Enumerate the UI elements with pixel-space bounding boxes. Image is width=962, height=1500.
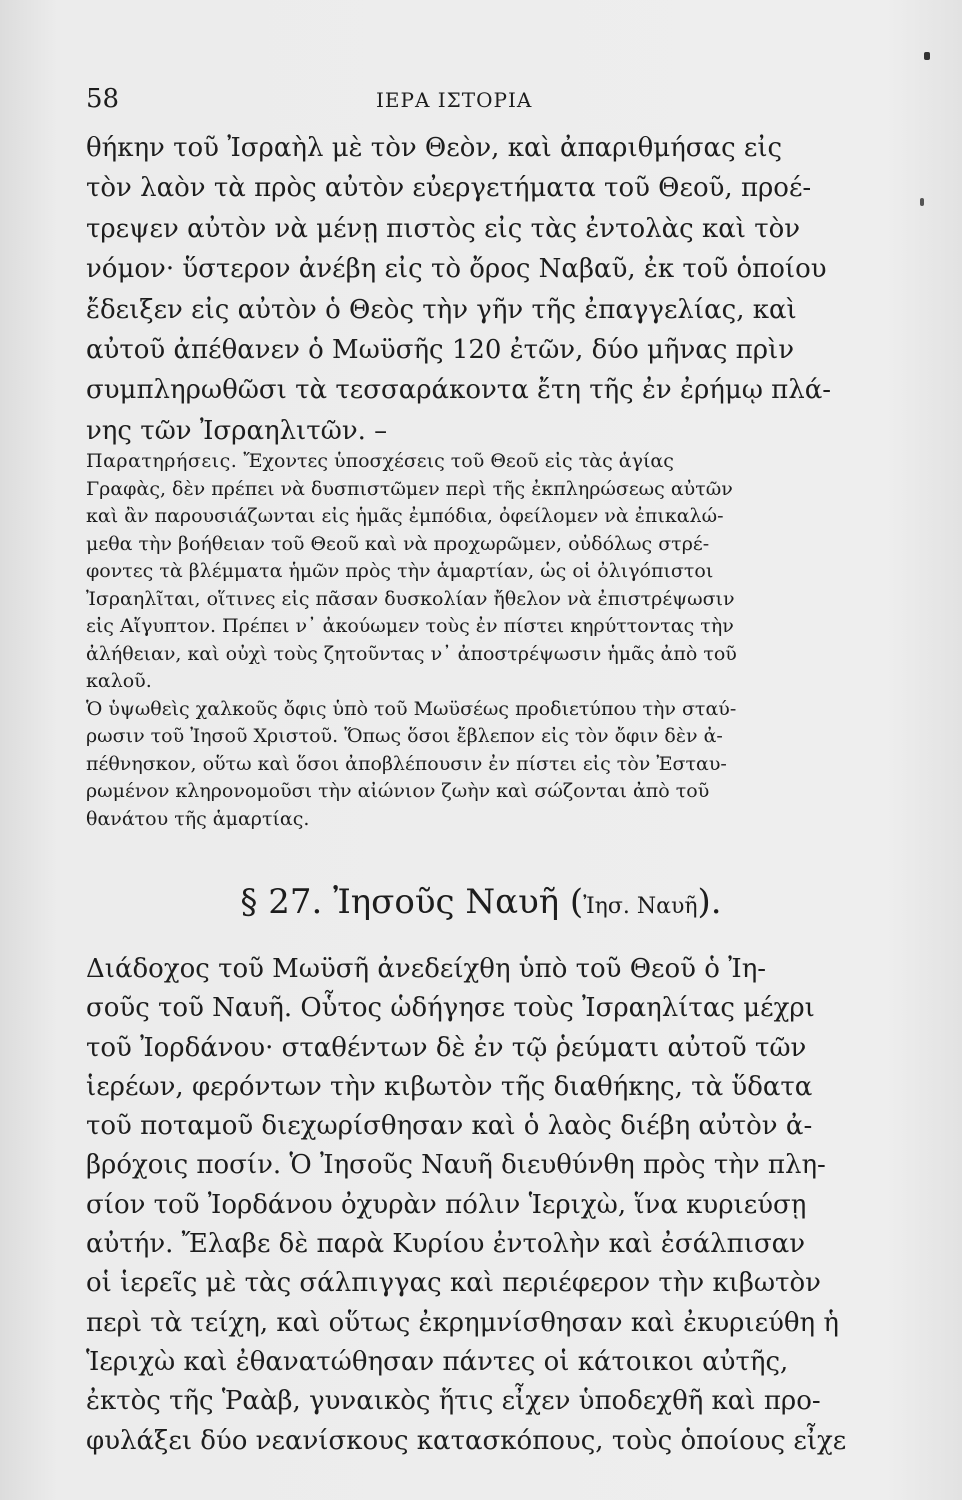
section-title: § 27. Ἰησοῦς Ναυῆ ( xyxy=(240,882,584,922)
text-line: σίον τοῦ Ἰορδάνου ὀχυρὰν πόλιν Ἱεριχὼ, ἵνα κυριεύσῃ xyxy=(86,1189,807,1220)
text-line: νης τῶν Ἰσραηλιτῶν. – xyxy=(86,415,388,446)
notes-line: ρωσιν τοῦ Ἰησοῦ Χριστοῦ. Ὅπως ὅσοι ἔβλεπον εἰς τὸν ὄφιν δὲν ἀ- xyxy=(86,725,723,747)
notes-line: Ὁ ὑψωθεὶς χαλκοῦς ὄφις ὑπὸ τοῦ Μωϋσέως προδιετύπου τὴν σταύ- xyxy=(86,697,737,720)
text-line: περὶ τὰ τείχη, καὶ οὕτως ἐκρημνίσθησαν καὶ ἐκυριεύθη ἡ xyxy=(86,1307,839,1338)
text-line: ἱερέων, φερόντων τὴν κιβωτὸν τῆς διαθήκης, τὰ ὕδατα xyxy=(86,1071,813,1102)
text-line: τοῦ ποταμοῦ διεχωρίσθησαν καὶ ὁ λαὸς διέβη αὐτὸν ἀ- xyxy=(86,1111,813,1142)
notes-line: καὶ ἂν παρουσιάζωνται εἰς ἡμᾶς ἐμπόδια, ὀφείλομεν νὰ ἐπικαλώ- xyxy=(86,505,724,527)
body-paragraph xyxy=(86,128,848,451)
text-line: συμπληρωθῶσι τὰ τεσσαράκοντα ἔτη τῆς ἐν ἐρήμῳ πλά- xyxy=(86,375,832,406)
margin-blot xyxy=(920,198,924,206)
text-line: θήκην τοῦ Ἰσραὴλ μὲ τὸν Θεὸν, καὶ ἀπαριθμήσας εἰς xyxy=(86,133,783,163)
text-line: νόμον· ὕστερον ἀνέβη εἰς τὸ ὄρος Ναβαῦ, ἐκ τοῦ ὁποίου xyxy=(86,254,827,285)
text-line: ἐκτὸς τῆς Ῥαὰβ, γυναικὸς ἥτις εἶχεν ὑποδεχθῆ καὶ προ- xyxy=(86,1386,821,1417)
notes-line: πέθνησκον, οὕτω καὶ ὅσοι ἀποβλέπουσιν ἐν πίστει εἰς τὸν Ἐσταυ- xyxy=(86,752,727,775)
notes-block xyxy=(86,448,848,833)
notes-first-line xyxy=(86,448,848,476)
notes-line: Ἰσραηλῖται, οἵτινες εἰς πᾶσαν δυσκολίαν ἤθελον νὰ ἐπιστρέψωσιν xyxy=(86,587,735,610)
section-heading xyxy=(0,882,962,922)
page-header xyxy=(86,84,846,120)
notes-label: Παρατηρήσεις. xyxy=(86,450,238,472)
section-paragraph xyxy=(86,950,848,1461)
text-line: οἱ ἱερεῖς μὲ τὰς σάλπιγγας καὶ περιέφερον τὴν κιβωτὸν xyxy=(86,1268,821,1299)
text-line: Διάδοχος τοῦ Μωϋσῆ ἀνεδείχθη ὑπὸ τοῦ Θεοῦ ὁ Ἰη- xyxy=(86,954,767,984)
section-reference: Ἰησ. Ναυῆ xyxy=(583,894,698,919)
text-line: αὐτοῦ ἀπέθανεν ὁ Μωϋσῆς 120 ἐτῶν, δύο μῆνας πρὶν xyxy=(86,335,795,366)
notes-line: μεθα τὴν βοήθειαν τοῦ Θεοῦ καὶ νὰ προχωρῶμεν, οὐδόλως στρέ- xyxy=(86,532,710,555)
text-line: φυλάξει δύο νεανίσκους κατασκόπους, τοὺς ὁποίους εἶχε xyxy=(86,1425,847,1456)
notes-text: Ἔχοντες ὑποσχέσεις τοῦ Θεοῦ εἰς τὰς ἁγίας xyxy=(237,450,674,472)
running-head: ΙΕΡΑ ΙΣΤΟΡΙΑ xyxy=(376,88,533,112)
notes-line: καλοῦ. xyxy=(86,670,152,692)
notes-line: εἰς Αἴγυπτον. Πρέπει ν᾽ ἀκούωμεν τοὺς ἐν πίστει κηρύττοντας τὴν xyxy=(86,615,734,637)
notes-line: Γραφὰς, δὲν πρέπει νὰ δυσπιστῶμεν περὶ τῆς ἐκπληρώσεως αὐτῶν xyxy=(86,477,733,500)
margin-blot xyxy=(924,52,930,60)
text-line: βρόχοις ποσίν. Ὁ Ἰησοῦς Ναυῆ διευθύνθη πρὸς τὴν πλη- xyxy=(86,1150,826,1181)
notes-line: φοντες τὰ βλέμματα ἡμῶν πρὸς τὴν ἁμαρτίαν, ὡς οἱ ὀλιγόπιστοι xyxy=(86,560,714,582)
section-title-close: ). xyxy=(697,882,722,922)
notes-line: θανάτου τῆς ἁμαρτίας. xyxy=(86,807,310,830)
text-line: ἔδειξεν εἰς αὐτὸν ὁ Θεὸς τὴν γῆν τῆς ἐπαγγελίας, καὶ xyxy=(86,294,797,325)
text-line: τὸν λαὸν τὰ πρὸς αὐτὸν εὐεργετήματα τοῦ Θεοῦ, προέ- xyxy=(86,173,812,204)
text-line: αὐτήν. Ἔλαβε δὲ παρὰ Κυρίου ἐντολὴν καὶ ἐσάλπισαν xyxy=(86,1229,806,1260)
text-line: τρεψεν αὐτὸν νὰ μένῃ πιστὸς εἰς τὰς ἐντολὰς καὶ τὸν xyxy=(86,213,801,244)
notes-line: ἀλήθειαν, καὶ οὐχὶ τοὺς ζητοῦντας ν᾽ ἀποστρέψωσιν ἡμᾶς ἀπὸ τοῦ xyxy=(86,642,737,665)
page-number: 58 xyxy=(86,84,120,114)
text-line: Ἱεριχὼ καὶ ἐθανατώθησαν πάντες οἱ κάτοικοι αὐτῆς, xyxy=(86,1346,789,1377)
text-line: τοῦ Ἰορδάνου· σταθέντων δὲ ἐν τῷ ῥεύματι αὐτοῦ τῶν xyxy=(86,1032,807,1063)
text-line: σοῦς τοῦ Ναυῆ. Οὗτος ὡδήγησε τοὺς Ἰσραηλίτας μέχρι xyxy=(86,993,815,1024)
notes-line: ρωμένον κληρονομοῦσι τὴν αἰώνιον ζωὴν καὶ σώζονται ἀπὸ τοῦ xyxy=(86,780,710,802)
